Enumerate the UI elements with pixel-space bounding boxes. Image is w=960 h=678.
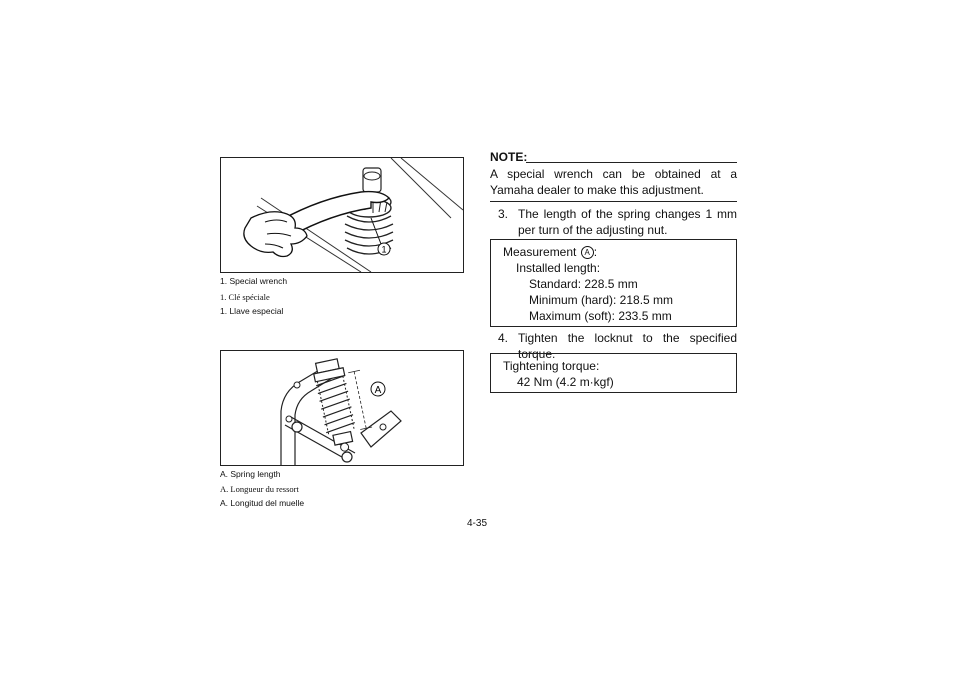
callout-a: A	[374, 385, 382, 396]
maximum-value: Maximum (soft): 233.5 mm	[529, 309, 672, 323]
special-wrench-illustration	[221, 158, 463, 272]
callout-1: 1	[381, 244, 387, 255]
measurement-box	[490, 239, 737, 327]
note-label: NOTE:	[490, 150, 528, 164]
figure2-caption-fr: A. Longueur du ressort	[220, 484, 299, 494]
minimum-value: Minimum (hard): 218.5 mm	[529, 293, 674, 307]
torque-box	[490, 353, 737, 393]
note-top-rule	[526, 162, 737, 163]
figure2-caption-es: A. Longitud del muelle	[220, 498, 305, 508]
note-bottom-rule	[490, 201, 737, 202]
page-number: 4-35	[467, 518, 488, 529]
step-4-number: 4.	[498, 331, 509, 345]
torque-value: 42 Nm (4.2 m·kgf)	[517, 375, 614, 389]
step-3-number: 3.	[498, 207, 509, 221]
figure2-caption-en: A. Spring length	[220, 469, 281, 479]
step-3	[490, 206, 737, 238]
measurement-suffix: :	[593, 245, 598, 259]
note-text: A special wrench can be obtained at a Yamaha dealer to make this adjustment.	[490, 167, 737, 197]
torque-title: Tightening torque:	[503, 359, 600, 373]
measurement-title-row	[503, 244, 597, 260]
figure-special-wrench	[220, 157, 464, 273]
figure1-caption-es: 1. Llave especial	[220, 306, 284, 316]
step-4-text: Tighten the locknut to the specified torque.	[518, 331, 737, 361]
step-3-text: The length of the spring changes 1 mm per turn of the adjusting nut.	[518, 207, 737, 237]
spring-length-illustration	[221, 351, 463, 465]
measurement-title: Measurement	[503, 245, 577, 259]
standard-value: Standard: 228.5 mm	[529, 277, 638, 291]
figure1-caption-en: 1. Special wrench	[220, 276, 288, 286]
figure1-caption-fr: 1. Clé spéciale	[220, 292, 270, 302]
figure-spring-length	[220, 350, 464, 466]
installed-length-label: Installed length:	[516, 261, 601, 275]
measurement-marker-a: A	[581, 246, 594, 259]
